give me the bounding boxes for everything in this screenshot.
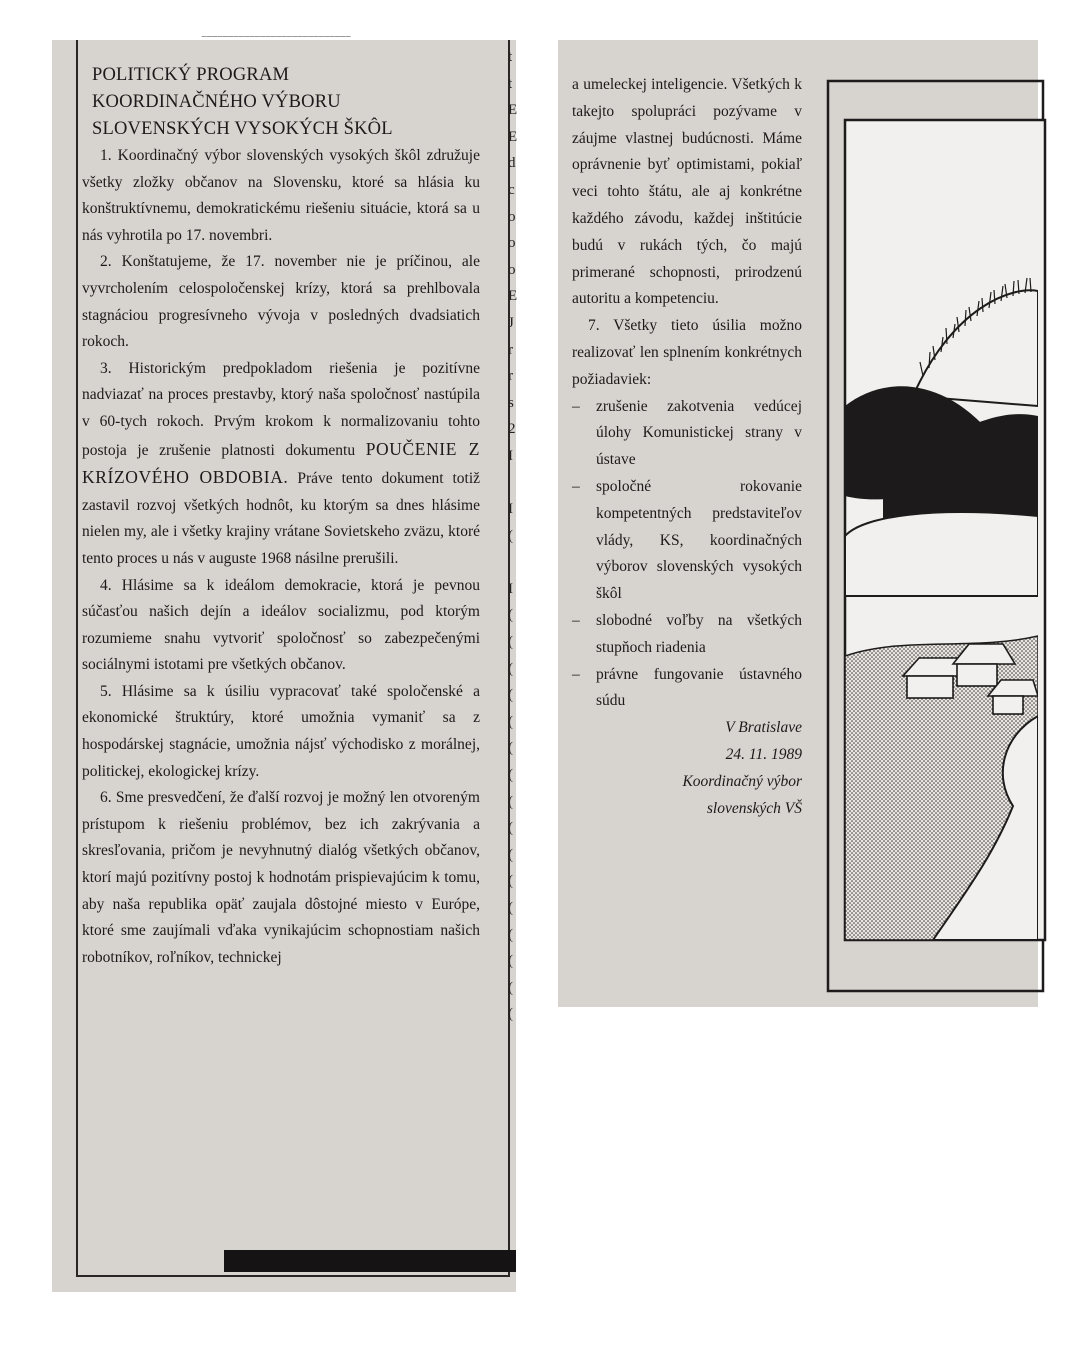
- title-line-3: SLOVENSKÝCH VYSOKÝCH ŠKÔL: [92, 119, 393, 139]
- title-line-1: POLITICKÝ PROGRAM: [92, 65, 290, 85]
- demand-item: – slobodné voľby na všetkých stupňoch riadenia: [572, 608, 802, 662]
- signature-org-line-2: slovenských VŠ: [706, 799, 802, 817]
- cut-letter: J: [508, 314, 514, 331]
- demands-list: [572, 394, 802, 716]
- cut-letter: I: [508, 447, 513, 464]
- left-newspaper-clipping: [52, 34, 518, 1292]
- paragraph-3-text: 3. Historickým predpokladom riešenia je pozitívne nadviazať na proces prestavby, ktorý naša spoločnosť nastúpila v 60-tych rokoch. Prvým krokom k normalizovaniu tohto postoja je zrušenie platnosti dokumentu: [82, 359, 480, 459]
- cut-letter: (: [508, 820, 513, 837]
- house-wall: [957, 664, 997, 686]
- cut-letter: I: [508, 501, 513, 518]
- paragraph-1: 1. Koordinačný výbor slovenských vysokých škôl združuje všetky zložky občanov na Slovensku, ktoré sa hlásia ku konštruktívnemu, demokratickému riešeniu situácie, ktorá sa u nás vyhrotila po 17. novembri.: [82, 147, 480, 244]
- political-program-article: [82, 62, 480, 971]
- cut-letter: (: [508, 767, 513, 784]
- cut-off-headline: ‾‾‾‾‾‾‾‾‾‾‾‾‾‾‾‾‾‾‾‾‾‾‾‾‾‾‾‾: [202, 34, 352, 49]
- paragraph-3: [82, 356, 480, 573]
- right-newspaper-clipping: [558, 40, 1038, 1007]
- cut-letter: I: [508, 580, 513, 597]
- cut-letter: r: [508, 368, 513, 385]
- cut-letter: (: [508, 873, 513, 890]
- document-title-emphasis: POUČENIE Z KRÍZOVÉHO OBDOBIA.: [82, 438, 480, 488]
- cut-letter: (: [508, 953, 513, 970]
- cut-letter: E: [508, 128, 518, 145]
- cut-letter: t: [508, 75, 513, 92]
- cut-letter: s: [508, 394, 514, 411]
- cut-letter: (: [508, 900, 513, 916]
- white-hill: [845, 512, 1038, 596]
- cut-letter: (: [508, 687, 513, 704]
- hills-village-illustration: [823, 76, 1038, 996]
- cut-letter: E: [508, 102, 518, 119]
- cut-letter: (: [508, 740, 513, 757]
- cut-letter: r: [508, 341, 513, 358]
- cut-letter: (: [508, 979, 513, 996]
- cut-letter: 2: [508, 421, 516, 438]
- demand-item: – zrušenie zakotvenia vedúcej úlohy Komunistickej strany v ústave: [572, 394, 802, 474]
- article-continuation: [572, 72, 802, 822]
- signature-org-line-1: Koordinačný výbor: [682, 772, 802, 790]
- cut-letter: (: [508, 793, 513, 810]
- cut-letter: (: [508, 1006, 513, 1023]
- cut-letter: (: [508, 846, 513, 863]
- neighbor-column-cut-letters: [508, 44, 518, 1028]
- cut-letter: c: [508, 181, 515, 198]
- paragraph-4: 4. Hlásime sa k ideálom demokracie, ktorá je pevnou súčasťou našich dejín a ideálov socializmu, pod ktorým rozumieme snahu vytvoriť spoločnosť so zabezpečenými sociálnymi istotami pre všetkých občanov.: [82, 576, 480, 674]
- demand-item: – právne fungovanie ústavného súdu: [572, 662, 802, 716]
- cut-letter: E: [508, 288, 518, 305]
- paragraph-7: 7. Všetky tieto úsilia možno realizovať len splnením konkrétnych požiadaviek:: [572, 317, 802, 388]
- article-title: [82, 62, 480, 143]
- paragraph-2: 2. Konštatujeme, že 17. november nie je príčinou, ale vyvrcholením celospoločenskej krízy, ktorá sa prehlbovala stagnáciou progresívneho vývoja v posledných dvadsiatich rokoch.: [82, 253, 480, 351]
- cut-letter: (: [508, 713, 513, 730]
- house-wall: [993, 696, 1023, 714]
- continuation-text: a umeleckej inteligencie. Všetkých k takejto spolupráci pozývame v záujme vlastnej budúcnosti. Máme oprávnenie byť optimistami, pokiaľ veci tohto štátu, ale aj konkrétne každého závodu, každej inštitúcie budú v rukách tých, čo majú primerané schopnosti, prirodzenú autoritu a kompetenciu.: [572, 76, 802, 308]
- house-wall: [907, 676, 953, 698]
- cut-letter: (: [508, 607, 513, 624]
- cut-letter: o: [508, 261, 516, 278]
- signature-place: V Bratislave: [725, 719, 802, 737]
- cut-letter: (: [508, 527, 513, 544]
- paragraph-3-continuation: Práve tento dokument totiž zastavil rozvoj všetkých hodnôt, ku ktorým sa dnes hlásime nielen my, ale i všetky krajiny vrátane Sovietskeho zväzu, ktoré tento proces u nás v auguste 1968 násilne prerušili.: [82, 470, 481, 567]
- cut-letter: (: [508, 926, 513, 943]
- cut-letter: [508, 470, 518, 497]
- black-rule-bar: [224, 1250, 516, 1272]
- cut-letter: o: [508, 235, 516, 252]
- cut-letter: (: [508, 634, 513, 651]
- paragraph-6: 6. Sme presvedčení, že ďalší rozvoj je možný len otvoreným prístupom k riešeniu problémov, bez ich zakrývania a skresľovania, pričom je nevyhnutný dialóg všetkých občanov, ktorí majú pozitívny postoj k hodnotám prispievajúcim k tomu, aby naša republika opäť zaujala dôstojné miesto v Európe, ktoré sme zaujímali vďaka vynikajúcim schopnostiam našich robotníkov, roľníkov, technickej: [82, 789, 480, 966]
- cut-letter: t: [508, 49, 513, 65]
- paragraph-5: 5. Hlásime sa k úsiliu vypracovať také spoločenské a ekonomické štruktúry, ktoré umožnia vymaniť sa z hospodárskej stagnácie, umožnia nájsť východisko z morálnej, politickej, ekologickej krízy.: [82, 682, 480, 780]
- cut-letter: [508, 549, 518, 576]
- title-line-2: KOORDINAČNÉHO VÝBORU: [92, 92, 341, 112]
- cut-letter: (: [508, 660, 513, 677]
- signature-date: 24. 11. 1989: [725, 745, 802, 763]
- cut-letter: d: [508, 155, 516, 172]
- cut-letter: o: [508, 208, 516, 225]
- demand-item: – spoločné rokovanie kompetentných predstaviteľov vlády, KS, koordinačných výborov slovenských vysokých škôl: [572, 474, 802, 608]
